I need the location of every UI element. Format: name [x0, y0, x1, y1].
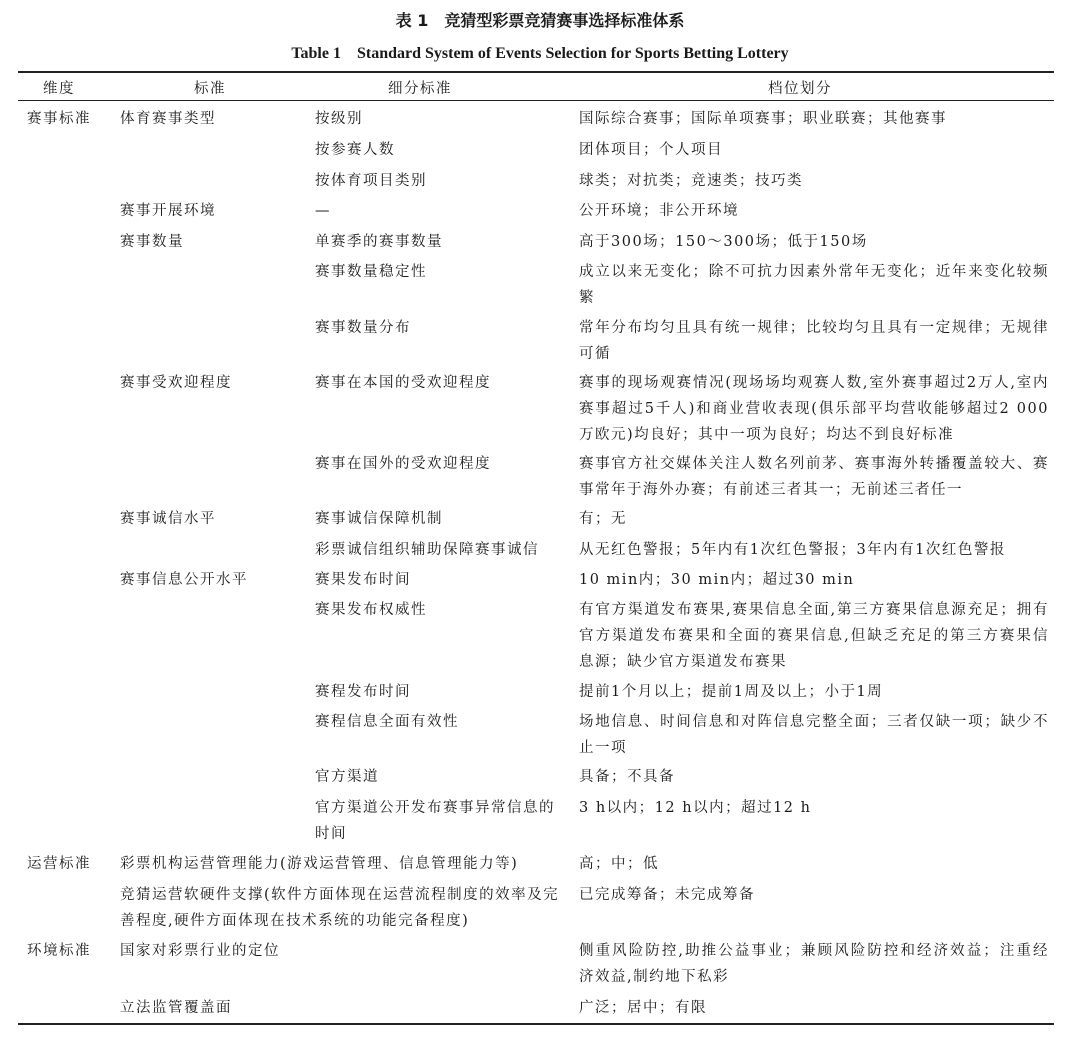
sub-standard-row: 赛程发布时间 [315, 684, 411, 700]
level-row: 有官方渠道发布赛果,赛果信息全面,第三方赛果信息源充足；拥有官方渠道发布赛果和全面的赛果信息,但缺乏充足的第三方赛果信息源；缺少官方渠道发布赛果 [579, 602, 1049, 670]
sub-standard-row: — [315, 203, 331, 219]
level-row: 3 h以内；12 h以内；超过12 h [579, 800, 812, 816]
sub-standard-row: 彩票诚信组织辅助保障赛事诚信 [315, 542, 539, 558]
table-title-cn: 表 1 竞猜型彩票竞猜赛事选择标准体系 [395, 11, 685, 30]
level-row: 成立以来无变化；除不可抗力因素外常年无变化；近年来变化较频繁 [579, 264, 1049, 306]
sub-standard-row: 赛事数量分布 [315, 320, 411, 336]
standard-legislation: 立法监管覆盖面 [120, 1000, 232, 1016]
standard-environment: 赛事开展环境 [120, 203, 216, 219]
level-row: 已完成筹备；未完成筹备 [579, 887, 755, 903]
sub-standard-row: 按级别 [315, 111, 363, 127]
level-row: 赛事的现场观赛情况(现场场均观赛人数,室外赛事超过2万人,室内赛事超过5千人)和商业营收表现(俱乐部平均营收能够超过2 000万欧元)均良好；其中一项为良好；均达不到良好标准 [579, 375, 1049, 443]
sub-standard-row: 单赛季的赛事数量 [315, 234, 443, 250]
dimension-environment: 环境标准 [27, 943, 91, 959]
sub-standard-row: 赛果发布权威性 [315, 602, 427, 618]
sub-standard-row: 赛程信息全面有效性 [315, 714, 459, 730]
level-row: 公开环境；非公开环境 [579, 203, 739, 219]
sub-standard-row: 赛事数量稳定性 [315, 264, 427, 280]
header-level: 档位划分 [768, 81, 832, 97]
level-row: 场地信息、时间信息和对阵信息完整全面；三者仅缺一项；缺少不止一项 [579, 714, 1049, 756]
level-row: 具备；不具备 [579, 769, 675, 785]
header-sub-standard: 细分标准 [388, 81, 452, 97]
level-row: 国际综合赛事；国际单项赛事；职业联赛；其他赛事 [579, 111, 947, 127]
standard-national-positioning: 国家对彩票行业的定位 [120, 943, 280, 959]
header-standard: 标准 [194, 81, 226, 97]
table-top-rule [18, 71, 1054, 73]
level-row: 提前1个月以上；提前1周及以上；小于1周 [579, 684, 884, 700]
level-row: 侧重风险防控,助推公益事业；兼顾风险防控和经济效益；注重经济效益,制约地下私彩 [579, 943, 1049, 985]
sub-standard-row: 赛事在国外的受欢迎程度 [315, 456, 491, 472]
standard-integrity: 赛事诚信水平 [120, 511, 216, 527]
standard-info-disclosure: 赛事信息公开水平 [120, 572, 248, 588]
table-bottom-rule [18, 1023, 1054, 1025]
standard-sport-type: 体育赛事类型 [120, 111, 216, 127]
level-row: 高于300场；150～300场；低于150场 [579, 234, 868, 250]
table-title-en: Table 1 Standard System of Events Selection for Sports Betting Lottery [291, 45, 789, 62]
level-row: 10 min内；30 min内；超过30 min [579, 572, 855, 588]
level-row: 高；中；低 [579, 856, 659, 872]
standard-popularity: 赛事受欢迎程度 [120, 375, 232, 391]
dimension-operation: 运营标准 [27, 856, 91, 872]
level-row: 常年分布均匀且具有统一规律；比较均匀且具有一定规律；无规律可循 [579, 320, 1049, 362]
standard-operation-capability: 彩票机构运营管理能力(游戏运营管理、信息管理能力等) [120, 856, 519, 872]
level-row: 广泛；居中；有限 [579, 1000, 707, 1016]
sub-standard-row: 官方渠道 [315, 769, 379, 785]
sub-standard-row: 赛事在本国的受欢迎程度 [315, 375, 491, 391]
sub-standard-row: 官方渠道公开发布赛事异常信息的时间 [315, 800, 555, 842]
sub-standard-row: 按参赛人数 [315, 142, 395, 158]
sub-standard-row: 赛果发布时间 [315, 572, 411, 588]
standard-event-count: 赛事数量 [120, 234, 184, 250]
level-row: 团体项目；个人项目 [579, 142, 723, 158]
sub-standard-row: 按体育项目类别 [315, 173, 427, 189]
level-row: 球类；对抗类；竞速类；技巧类 [579, 173, 803, 189]
sub-standard-row: 赛事诚信保障机制 [315, 511, 443, 527]
dimension-event: 赛事标准 [27, 111, 91, 127]
level-row: 有；无 [579, 511, 627, 527]
level-row: 从无红色警报；5年内有1次红色警报；3年内有1次红色警报 [579, 542, 1006, 558]
header-dimension: 维度 [43, 81, 75, 97]
level-row: 赛事官方社交媒体关注人数名列前茅、赛事海外转播覆盖较大、赛事常年于海外办赛；有前述三者其一；无前述三者任一 [579, 456, 1049, 498]
standard-software-hardware: 竞猜运营软硬件支撑(软件方面体现在运营流程制度的效率及完善程度,硬件方面体现在技术系统的功能完备程度) [120, 887, 560, 929]
